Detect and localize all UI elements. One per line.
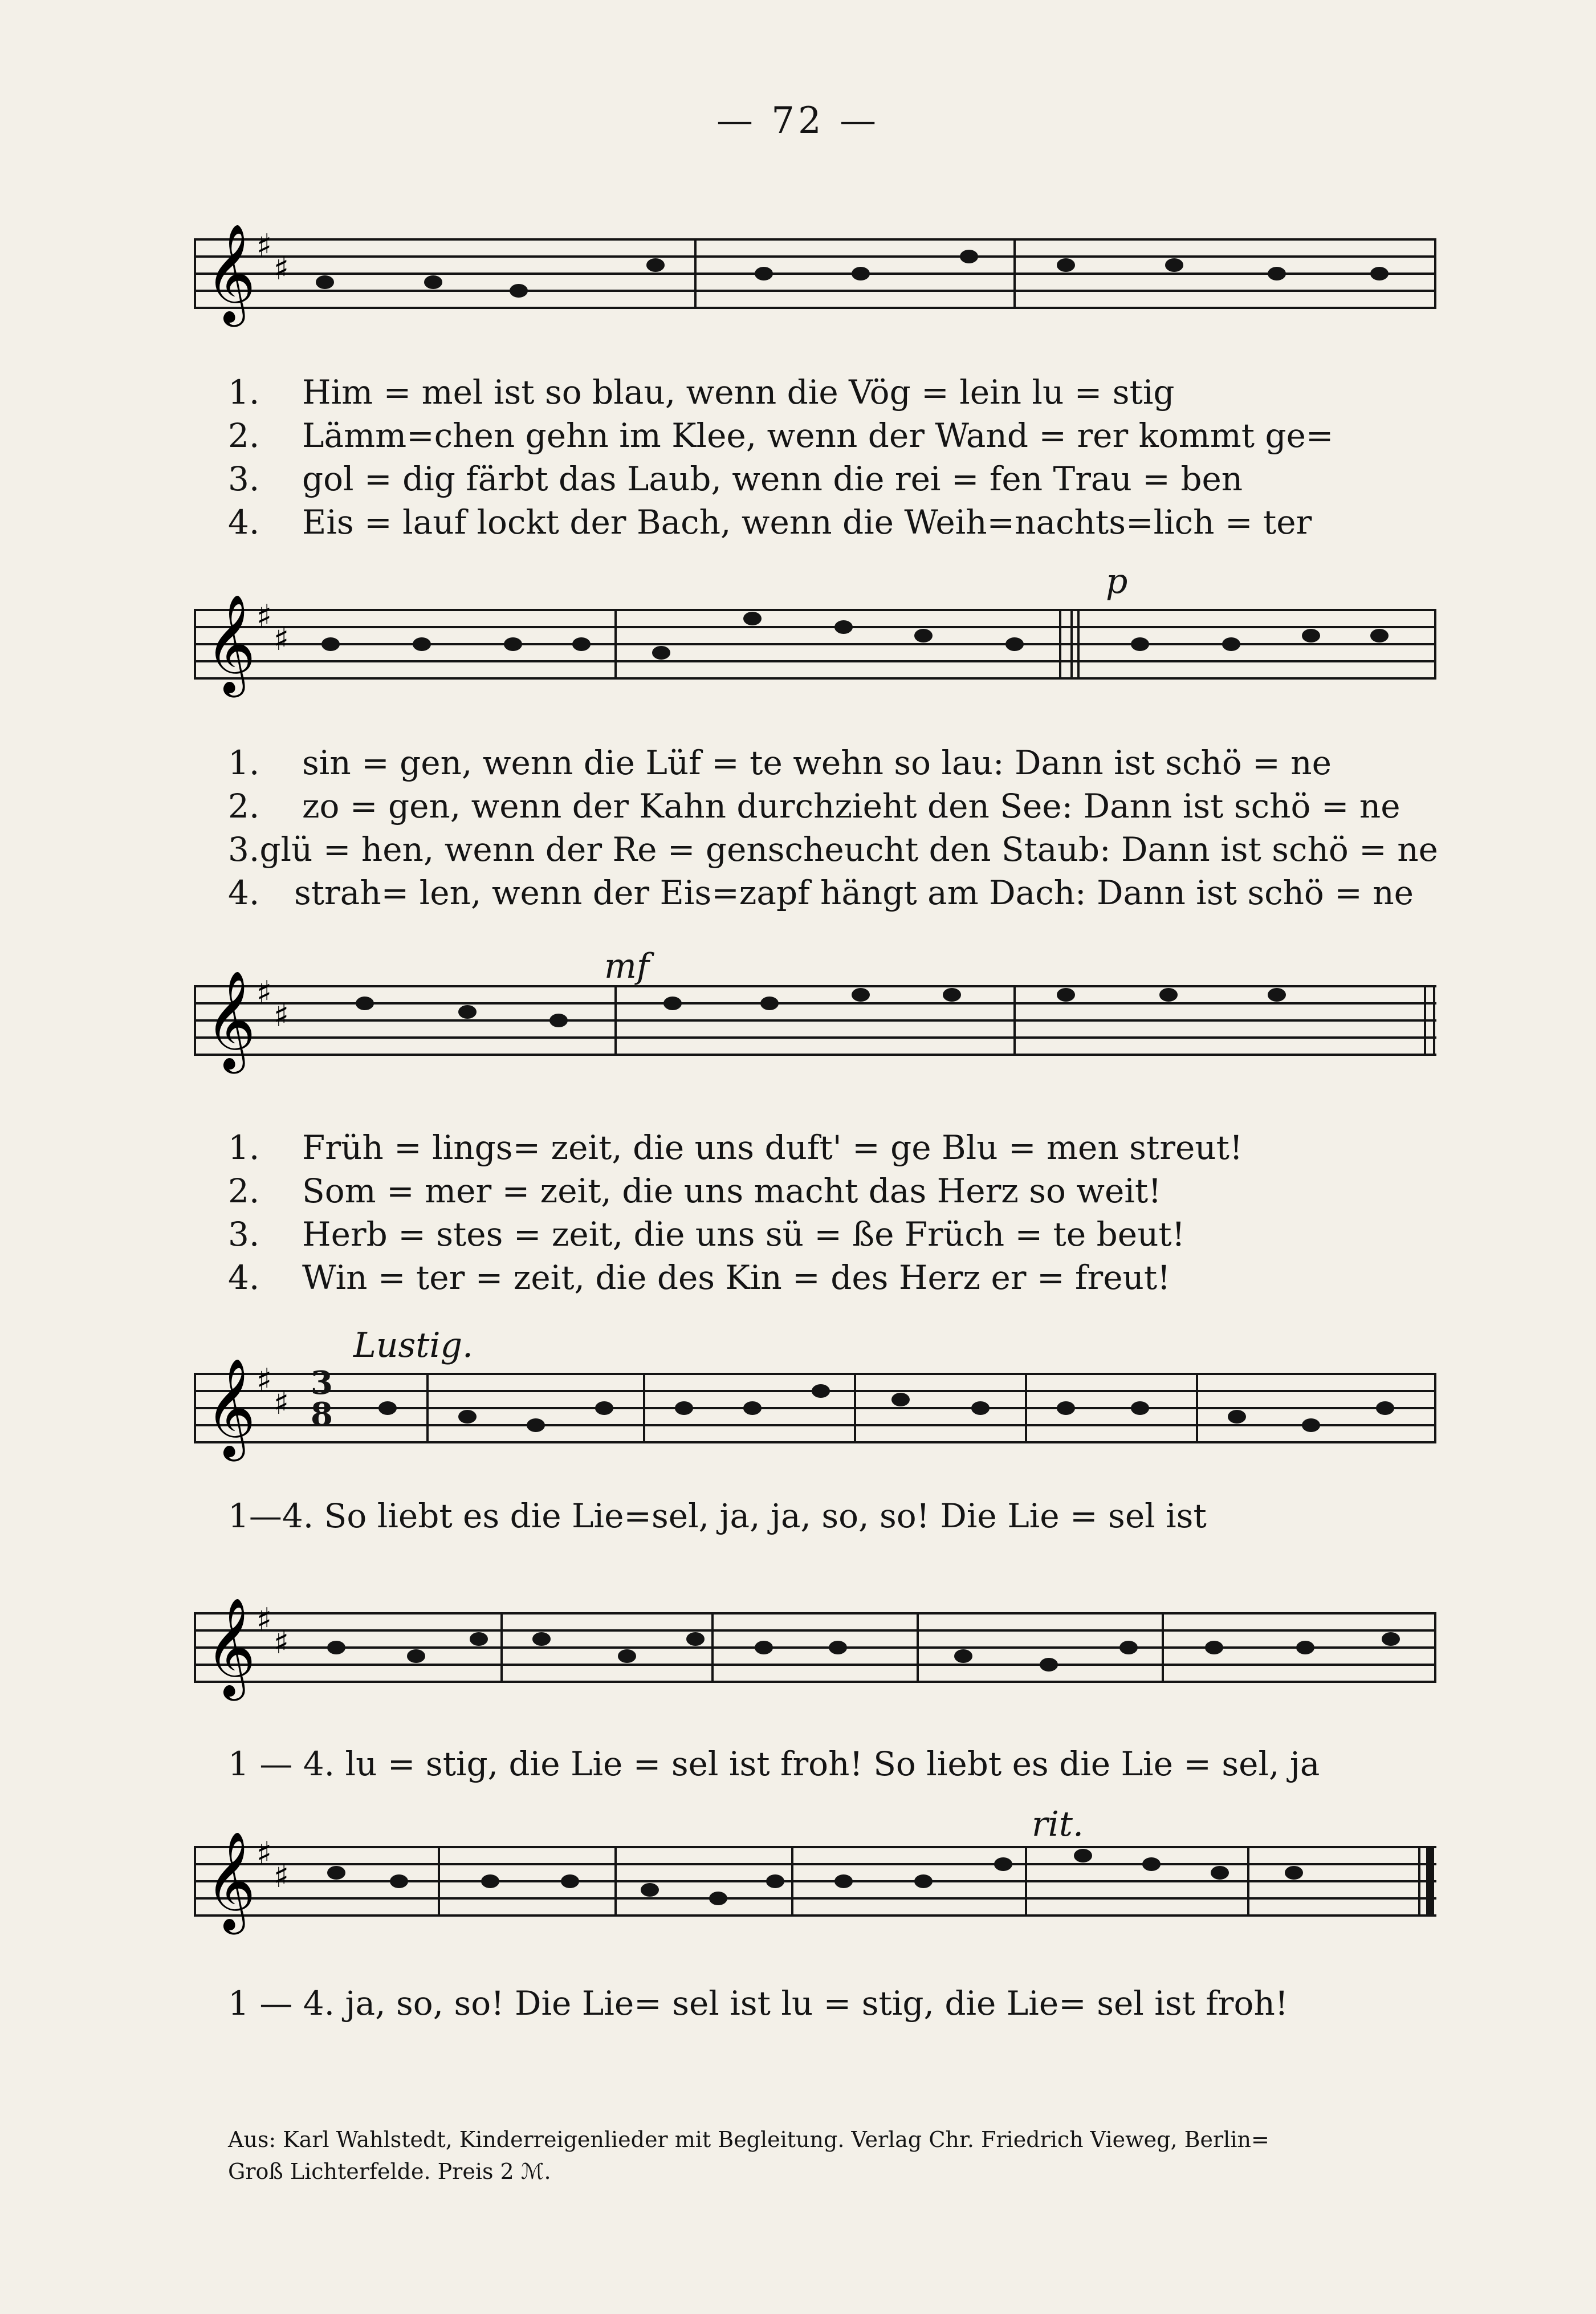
svg-text:♯: ♯ bbox=[274, 1858, 290, 1895]
svg-text:♯: ♯ bbox=[256, 598, 272, 635]
verse-text: 1—4. So liebt es die Lie=sel, ja, ja, so, so! Die Lie = sel ist bbox=[228, 1496, 1207, 1535]
verse-number: 2. bbox=[228, 416, 260, 455]
svg-text:♯: ♯ bbox=[256, 1835, 272, 1872]
footer-line-2: Groß Lichterfelde. Preis 2 ℳ. bbox=[228, 2159, 551, 2184]
verse-line bbox=[228, 457, 1414, 501]
verse-line bbox=[228, 828, 1438, 871]
time-signature-top: 3 bbox=[311, 1364, 333, 1402]
dynamic-p: p bbox=[1106, 562, 1128, 601]
verse-number: 3. bbox=[228, 830, 260, 869]
verse-line bbox=[228, 1169, 1414, 1213]
verse-line-4 bbox=[228, 1496, 1414, 1535]
verse-block-3 bbox=[228, 1126, 1414, 1299]
verse-number: 4. bbox=[228, 503, 260, 542]
verse-line bbox=[228, 1256, 1414, 1299]
verse-number: 2. bbox=[228, 787, 260, 825]
svg-text:♯: ♯ bbox=[274, 250, 290, 287]
footer-line-1: Aus: Karl Wahlstedt, Kinderreigenlieder mit Begleitung. Verlag Chr. Friedrich Vieweg, Berlin= bbox=[228, 2127, 1269, 2152]
verse-text: Herb = stes = zeit, die uns sü = ße Früch = te beut! bbox=[302, 1215, 1186, 1254]
verse-line-6 bbox=[228, 1984, 1414, 2023]
verse-line bbox=[228, 414, 1414, 457]
music-staff-2 bbox=[194, 587, 1436, 701]
svg-text:𝄞: 𝄞 bbox=[205, 970, 256, 1069]
svg-text:♯: ♯ bbox=[274, 997, 290, 1034]
verse-text: glü = hen, wenn der Re = genscheucht den Staub: Dann ist schö = ne bbox=[259, 830, 1438, 869]
verse-text: Win = ter = zeit, die des Kin = des Herz er = freut! bbox=[302, 1258, 1171, 1297]
ritardando-mark: rit. bbox=[1032, 1804, 1084, 1844]
verse-number: 3. bbox=[228, 459, 260, 498]
svg-text:𝄞: 𝄞 bbox=[205, 1358, 256, 1457]
verse-number: 1. bbox=[228, 373, 260, 412]
music-staff-4 bbox=[194, 1351, 1436, 1465]
music-staff-1 bbox=[194, 217, 1436, 331]
verse-text: Som = mer = zeit, die uns macht das Herz so weit! bbox=[302, 1172, 1162, 1210]
verse-line bbox=[228, 1126, 1414, 1169]
verse-number: 1. bbox=[228, 1128, 260, 1167]
verse-text: strah= len, wenn der Eis=zapf hängt am Dach: Dann ist schö = ne bbox=[294, 873, 1414, 912]
verse-number: 3. bbox=[228, 1215, 260, 1254]
verse-text: Früh = lings= zeit, die uns duft' = ge Blu = men streut! bbox=[302, 1128, 1243, 1167]
dynamic-mf: mf bbox=[604, 946, 650, 986]
verse-text: gol = dig färbt das Laub, wenn die rei = fen Trau = ben bbox=[302, 459, 1243, 498]
verse-text: 1 — 4. lu = stig, die Lie = sel ist froh! So liebt es die Lie = sel, ja bbox=[228, 1744, 1320, 1783]
verse-number: 2. bbox=[228, 1172, 260, 1210]
verse-block-1 bbox=[228, 371, 1414, 544]
verse-text: Him = mel ist so blau, wenn die Vög = lein lu = stig bbox=[302, 373, 1175, 412]
svg-text:♯: ♯ bbox=[256, 1601, 272, 1638]
verse-text: sin = gen, wenn die Lüf = te wehn so lau: Dann ist schö = ne bbox=[302, 743, 1332, 782]
music-staff-6 bbox=[194, 1824, 1436, 1938]
verse-line bbox=[228, 501, 1414, 544]
verse-line bbox=[228, 741, 1414, 784]
verse-line-5 bbox=[228, 1744, 1414, 1783]
svg-text:𝄞: 𝄞 bbox=[205, 594, 256, 693]
verse-text: 1 — 4. ja, so, so! Die Lie= sel ist lu = stig, die Lie= sel ist froh! bbox=[228, 1984, 1289, 2023]
verse-text: Eis = lauf lockt der Bach, wenn die Weih=nachts=lich = ter bbox=[302, 503, 1312, 542]
verse-block-2 bbox=[228, 741, 1438, 914]
page-number: — 72 — bbox=[716, 100, 880, 142]
verse-number: 4. bbox=[228, 873, 260, 912]
svg-text:♯: ♯ bbox=[274, 621, 290, 658]
verse-text: zo = gen, wenn der Kahn durchzieht den See: Dann ist schö = ne bbox=[302, 787, 1400, 825]
svg-text:𝄞: 𝄞 bbox=[205, 1597, 256, 1697]
music-staff-5 bbox=[194, 1591, 1436, 1705]
verse-line bbox=[228, 1213, 1414, 1256]
music-staff-3 bbox=[194, 963, 1436, 1077]
verse-number: 1. bbox=[228, 743, 260, 782]
svg-text:𝄞: 𝄞 bbox=[205, 223, 256, 323]
verse-line bbox=[228, 871, 1414, 914]
svg-text:♯: ♯ bbox=[256, 974, 272, 1011]
time-signature-bottom: 8 bbox=[311, 1396, 333, 1433]
verse-number: 4. bbox=[228, 1258, 260, 1297]
svg-text:♯: ♯ bbox=[256, 227, 272, 265]
svg-text:♯: ♯ bbox=[274, 1385, 290, 1422]
svg-text:♯: ♯ bbox=[274, 1624, 290, 1661]
source-footer bbox=[228, 2124, 1414, 2187]
verse-text: Lämm=chen gehn im Klee, wenn der Wand = rer kommt ge= bbox=[302, 416, 1334, 455]
svg-text:♯: ♯ bbox=[256, 1362, 272, 1399]
tempo-lustig: Lustig. bbox=[353, 1325, 474, 1365]
verse-line bbox=[228, 784, 1414, 828]
verse-line bbox=[228, 371, 1414, 414]
svg-text:𝄞: 𝄞 bbox=[205, 1831, 256, 1930]
